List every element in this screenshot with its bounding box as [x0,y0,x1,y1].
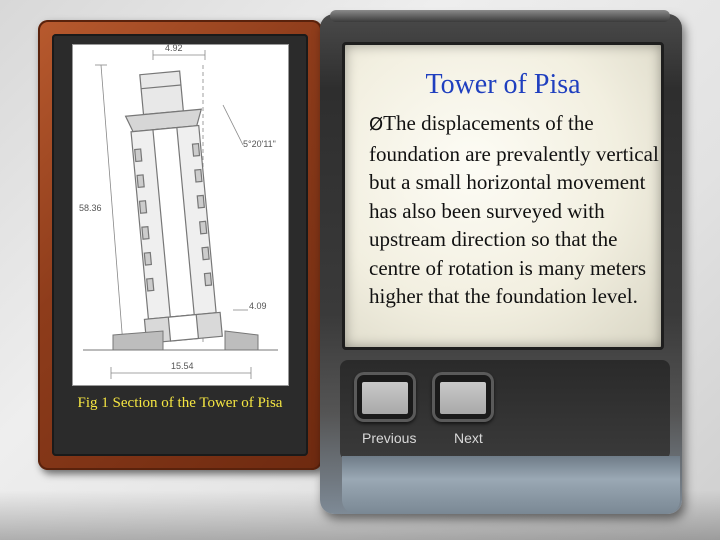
previous-label: Previous [362,430,417,446]
dim-inclination: 5°20'11" [243,139,276,149]
slide-body-text: The displacements of the foundation are prevalently vertical but a small horizontal movement has also been surveyed with upstream direction so that the centre of rotation is many meters higher that the foundation level. [369,111,659,308]
tower-section-drawing [72,44,289,386]
tower-drawing-svg [73,45,288,385]
next-button-face [440,382,486,414]
device-top-band [330,10,670,22]
next-button[interactable] [432,372,494,422]
next-label: Next [454,430,483,446]
slide-title: Tower of Pisa [425,69,581,100]
slide-screen [342,42,664,350]
previous-button[interactable] [354,372,416,422]
figure-panel [52,34,308,456]
dim-top-width: 4.92 [165,43,183,53]
bullet-arrow-icon: Ø [369,114,384,135]
dim-foundation-depth: 4.09 [249,301,267,311]
slide-body [369,109,663,311]
device-base [342,456,680,514]
dim-height: 58.36 [79,203,102,213]
previous-button-face [362,382,408,414]
figure-frame [38,20,322,470]
dim-base-width: 15.54 [171,361,194,371]
figure-caption: Fig 1 Section of the Tower of Pisa [77,395,283,411]
